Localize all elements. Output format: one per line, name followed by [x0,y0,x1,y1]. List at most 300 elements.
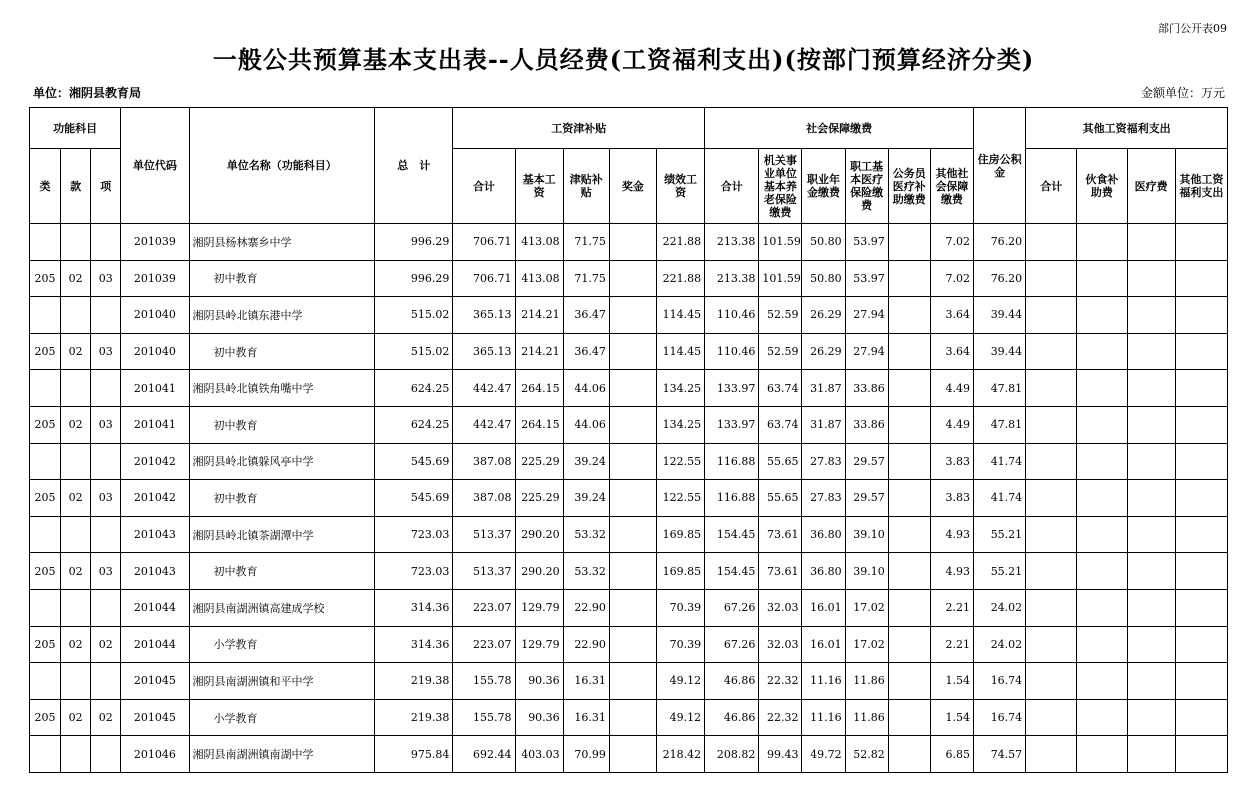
col-civil-medical: 公务员医疗补助缴费 [888,149,930,224]
page-title: 一般公共预算基本支出表--人员经费(工资福利支出)(按部门预算经济分类) [212,45,1035,74]
cell-housing: 47.81 [974,370,1026,407]
cell-social-total: 46.86 [705,699,759,736]
cell-basic-salary: 214.21 [515,297,563,334]
cell-kuan: 02 [61,480,91,517]
cell-medical: 17.02 [845,589,888,626]
cell-kuan [61,370,91,407]
cell-bonus [609,736,656,773]
cell-bonus [609,333,656,370]
cell-occupational: 11.16 [802,663,845,700]
cell-lei [30,663,61,700]
cell-allowance: 71.75 [563,260,609,297]
cell-basic-salary: 225.29 [515,443,563,480]
cell-salary-total: 155.78 [453,699,515,736]
cell-medical: 52.82 [845,736,888,773]
cell-total: 545.69 [375,443,453,480]
cell-salary-total: 365.13 [453,333,515,370]
cell-bonus [609,370,656,407]
cell-basic-salary: 90.36 [515,699,563,736]
budget-table [29,107,1228,773]
cell-unit-name: 初中教育 [189,260,375,297]
cell-total: 996.29 [375,224,453,261]
cell-medical: 39.10 [845,516,888,553]
cell-unit-code: 201040 [121,333,189,370]
cell-other-social: 4.49 [930,370,973,407]
table-row [30,480,1228,517]
cell-unit-name: 初中教育 [189,553,375,590]
cell-total: 624.25 [375,406,453,443]
cell-performance: 122.55 [656,443,704,480]
cell-pension: 22.32 [759,699,802,736]
cell-performance: 70.39 [656,626,704,663]
cell-kuan: 02 [61,626,91,663]
cell-occupational: 11.16 [802,699,845,736]
cell-xiang: 02 [91,626,121,663]
cell-occupational: 49.72 [802,736,845,773]
cell-allowance: 16.31 [563,699,609,736]
cell-housing: 76.20 [974,224,1026,261]
cell-allowance: 44.06 [563,406,609,443]
cell-bonus [609,553,656,590]
cell-lei: 205 [30,480,61,517]
cell-other-welfare [1175,370,1227,407]
cell-unit-code: 201039 [121,224,189,261]
cell-kuan [61,224,91,261]
cell-other-welfare [1175,663,1227,700]
cell-other-social: 7.02 [930,260,973,297]
amount-unit-label: 金额单位：万元 [1140,86,1225,100]
cell-unit-name: 初中教育 [189,480,375,517]
cell-lei [30,443,61,480]
cell-basic-salary: 290.20 [515,516,563,553]
cell-meal [1077,333,1127,370]
col-basic-salary: 基本工资 [515,149,563,224]
cell-other-social: 4.93 [930,553,973,590]
cell-total: 515.02 [375,297,453,334]
table-row [30,443,1228,480]
col-performance: 绩效工资 [656,149,704,224]
cell-occupational: 26.29 [802,333,845,370]
cell-lei [30,736,61,773]
cell-bonus [609,626,656,663]
table-row [30,699,1228,736]
col-unit-name: 单位名称（功能科目） [189,108,375,224]
cell-other-welfare [1175,406,1227,443]
cell-total: 545.69 [375,480,453,517]
cell-total: 314.36 [375,626,453,663]
col-group-other: 其他工资福利支出 [1026,108,1228,149]
cell-allowance: 70.99 [563,736,609,773]
cell-other-total [1026,516,1077,553]
cell-other-welfare [1175,589,1227,626]
cell-civil-medical [888,516,930,553]
cell-pension: 52.59 [759,297,802,334]
col-salary-total: 合计 [453,149,515,224]
cell-medical-fee [1127,370,1175,407]
cell-allowance: 44.06 [563,370,609,407]
cell-other-social: 2.21 [930,626,973,663]
cell-occupational: 27.83 [802,480,845,517]
cell-unit-name: 初中教育 [189,406,375,443]
cell-medical-fee [1127,553,1175,590]
cell-medical: 53.97 [845,260,888,297]
cell-medical: 53.97 [845,224,888,261]
cell-other-total [1026,333,1077,370]
cell-medical: 33.86 [845,406,888,443]
cell-bonus [609,480,656,517]
cell-civil-medical [888,553,930,590]
cell-salary-total: 387.08 [453,480,515,517]
cell-salary-total: 706.71 [453,224,515,261]
cell-kuan: 02 [61,333,91,370]
cell-lei [30,516,61,553]
cell-unit-code: 201044 [121,626,189,663]
cell-other-welfare [1175,516,1227,553]
cell-civil-medical [888,736,930,773]
cell-basic-salary: 129.79 [515,589,563,626]
cell-medical: 29.57 [845,480,888,517]
cell-social-total: 67.26 [705,626,759,663]
cell-occupational: 26.29 [802,297,845,334]
cell-medical: 27.94 [845,333,888,370]
cell-housing: 39.44 [974,333,1026,370]
cell-meal [1077,663,1127,700]
cell-social-total: 110.46 [705,333,759,370]
cell-unit-name: 湘阴县南湖洲镇高建成学校 [189,589,375,626]
cell-civil-medical [888,406,930,443]
cell-medical: 11.86 [845,663,888,700]
col-total: 总 计 [375,108,453,224]
cell-allowance: 53.32 [563,553,609,590]
col-lei: 类 [30,149,61,224]
cell-unit-code: 201039 [121,260,189,297]
cell-unit-name: 湘阴县南湖洲镇和平中学 [189,663,375,700]
cell-salary-total: 706.71 [453,260,515,297]
cell-kuan [61,589,91,626]
cell-unit-code: 201043 [121,516,189,553]
cell-kuan: 02 [61,553,91,590]
cell-basic-salary: 264.15 [515,406,563,443]
cell-housing: 55.21 [974,516,1026,553]
cell-performance: 134.25 [656,406,704,443]
cell-basic-salary: 225.29 [515,480,563,517]
cell-medical-fee [1127,699,1175,736]
cell-civil-medical [888,589,930,626]
cell-medical: 29.57 [845,443,888,480]
cell-other-welfare [1175,480,1227,517]
cell-lei [30,589,61,626]
cell-other-welfare [1175,699,1227,736]
cell-salary-total: 223.07 [453,626,515,663]
table-row [30,333,1228,370]
cell-social-total: 67.26 [705,589,759,626]
table-row [30,260,1228,297]
cell-housing: 24.02 [974,626,1026,663]
table-row [30,370,1228,407]
cell-lei: 205 [30,626,61,663]
cell-housing: 39.44 [974,297,1026,334]
cell-medical-fee [1127,224,1175,261]
cell-unit-code: 201041 [121,370,189,407]
cell-social-total: 154.45 [705,516,759,553]
cell-other-social: 4.49 [930,406,973,443]
cell-allowance: 22.90 [563,589,609,626]
cell-total: 624.25 [375,370,453,407]
cell-xiang [91,370,121,407]
cell-medical-fee [1127,260,1175,297]
cell-other-total [1026,224,1077,261]
cell-bonus [609,443,656,480]
cell-xiang: 03 [91,553,121,590]
cell-pension: 63.74 [759,370,802,407]
col-pension: 机关事业单位基本养老保险缴费 [759,149,802,224]
cell-unit-name: 小学教育 [189,699,375,736]
cell-total: 314.36 [375,589,453,626]
cell-lei: 205 [30,333,61,370]
col-occupational: 职业年金缴费 [802,149,845,224]
cell-unit-name: 湘阴县南湖洲镇南湖中学 [189,736,375,773]
cell-basic-salary: 90.36 [515,663,563,700]
cell-unit-name: 湘阴县岭北镇东港中学 [189,297,375,334]
cell-social-total: 213.38 [705,224,759,261]
cell-other-welfare [1175,626,1227,663]
col-allowance: 津贴补贴 [563,149,609,224]
cell-total: 723.03 [375,553,453,590]
table-row [30,297,1228,334]
cell-meal [1077,260,1127,297]
cell-allowance: 22.90 [563,626,609,663]
cell-meal [1077,516,1127,553]
cell-medical: 11.86 [845,699,888,736]
cell-other-total [1026,480,1077,517]
cell-xiang [91,663,121,700]
cell-performance: 114.45 [656,297,704,334]
cell-performance: 221.88 [656,260,704,297]
cell-salary-total: 155.78 [453,663,515,700]
cell-civil-medical [888,699,930,736]
cell-other-social: 3.83 [930,443,973,480]
cell-unit-code: 201041 [121,406,189,443]
cell-unit-code: 201043 [121,553,189,590]
cell-pension: 101.59 [759,224,802,261]
cell-lei: 205 [30,406,61,443]
table-row [30,589,1228,626]
cell-pension: 101.59 [759,260,802,297]
cell-performance: 169.85 [656,553,704,590]
cell-bonus [609,260,656,297]
cell-other-welfare [1175,736,1227,773]
col-unit-code: 单位代码 [121,108,189,224]
col-other-welfare: 其他工资福利支出 [1175,149,1227,224]
cell-other-social: 1.54 [930,699,973,736]
cell-bonus [609,516,656,553]
cell-medical: 33.86 [845,370,888,407]
cell-occupational: 31.87 [802,370,845,407]
cell-meal [1077,589,1127,626]
cell-unit-name: 湘阴县岭北镇茶湖潭中学 [189,516,375,553]
cell-performance: 49.12 [656,699,704,736]
cell-medical-fee [1127,480,1175,517]
cell-salary-total: 442.47 [453,370,515,407]
col-housing: 住房公积金 [974,108,1026,224]
cell-medical-fee [1127,297,1175,334]
cell-civil-medical [888,443,930,480]
cell-kuan [61,663,91,700]
cell-allowance: 36.47 [563,297,609,334]
cell-housing: 24.02 [974,589,1026,626]
cell-pension: 32.03 [759,589,802,626]
cell-bonus [609,406,656,443]
col-kuan: 款 [61,149,91,224]
cell-medical: 39.10 [845,553,888,590]
cell-other-total [1026,370,1077,407]
cell-civil-medical [888,370,930,407]
cell-housing: 16.74 [974,699,1026,736]
cell-civil-medical [888,626,930,663]
cell-performance: 114.45 [656,333,704,370]
cell-housing: 55.21 [974,553,1026,590]
cell-unit-code: 201045 [121,663,189,700]
cell-unit-name: 湘阴县岭北镇躲风亭中学 [189,443,375,480]
cell-salary-total: 387.08 [453,443,515,480]
cell-xiang [91,736,121,773]
cell-housing: 16.74 [974,663,1026,700]
cell-unit-name: 小学教育 [189,626,375,663]
cell-other-total [1026,663,1077,700]
cell-other-welfare [1175,224,1227,261]
cell-other-total [1026,736,1077,773]
cell-allowance: 16.31 [563,663,609,700]
cell-medical-fee [1127,663,1175,700]
cell-other-total [1026,626,1077,663]
cell-housing: 47.81 [974,406,1026,443]
cell-medical-fee [1127,736,1175,773]
cell-other-welfare [1175,553,1227,590]
cell-xiang [91,297,121,334]
cell-total: 975.84 [375,736,453,773]
cell-basic-salary: 214.21 [515,333,563,370]
col-xiang: 项 [91,149,121,224]
cell-lei [30,297,61,334]
cell-meal [1077,736,1127,773]
cell-salary-total: 513.37 [453,516,515,553]
cell-xiang: 03 [91,333,121,370]
cell-meal [1077,699,1127,736]
cell-allowance: 39.24 [563,443,609,480]
cell-meal [1077,406,1127,443]
cell-meal [1077,553,1127,590]
cell-lei: 205 [30,699,61,736]
cell-meal [1077,626,1127,663]
table-row [30,406,1228,443]
cell-civil-medical [888,663,930,700]
cell-medical-fee [1127,333,1175,370]
cell-unit-code: 201044 [121,589,189,626]
cell-bonus [609,699,656,736]
cell-housing: 74.57 [974,736,1026,773]
cell-salary-total: 223.07 [453,589,515,626]
cell-pension: 73.61 [759,553,802,590]
cell-other-total [1026,297,1077,334]
cell-meal [1077,297,1127,334]
cell-xiang: 03 [91,480,121,517]
cell-pension: 99.43 [759,736,802,773]
cell-performance: 49.12 [656,663,704,700]
cell-civil-medical [888,297,930,334]
cell-civil-medical [888,480,930,517]
cell-medical: 27.94 [845,297,888,334]
cell-social-total: 133.97 [705,406,759,443]
cell-other-total [1026,260,1077,297]
cell-salary-total: 692.44 [453,736,515,773]
cell-bonus [609,589,656,626]
cell-other-welfare [1175,297,1227,334]
cell-social-total: 46.86 [705,663,759,700]
cell-social-total: 110.46 [705,297,759,334]
cell-salary-total: 513.37 [453,553,515,590]
cell-total: 723.03 [375,516,453,553]
cell-medical-fee [1127,516,1175,553]
cell-pension: 73.61 [759,516,802,553]
col-group-salary: 工资津补贴 [453,108,705,149]
cell-unit-code: 201042 [121,443,189,480]
cell-meal [1077,224,1127,261]
cell-kuan [61,736,91,773]
cell-total: 219.38 [375,663,453,700]
cell-occupational: 31.87 [802,406,845,443]
cell-pension: 55.65 [759,480,802,517]
cell-kuan [61,516,91,553]
cell-pension: 63.74 [759,406,802,443]
cell-unit-name: 湘阴县岭北镇铁角嘴中学 [189,370,375,407]
cell-kuan: 02 [61,260,91,297]
cell-other-social: 2.21 [930,589,973,626]
table-row [30,736,1228,773]
cell-meal [1077,443,1127,480]
col-func-subject: 功能科目 [30,108,121,149]
cell-xiang: 03 [91,260,121,297]
cell-social-total: 133.97 [705,370,759,407]
cell-unit-code: 201046 [121,736,189,773]
cell-performance: 122.55 [656,480,704,517]
cell-other-social: 3.64 [930,297,973,334]
cell-other-social: 3.83 [930,480,973,517]
cell-other-total [1026,443,1077,480]
cell-performance: 218.42 [656,736,704,773]
col-group-social: 社会保障缴费 [705,108,974,149]
table-row [30,663,1228,700]
cell-basic-salary: 413.08 [515,260,563,297]
cell-xiang: 03 [91,406,121,443]
table-row [30,626,1228,663]
cell-pension: 22.32 [759,663,802,700]
cell-social-total: 154.45 [705,553,759,590]
cell-allowance: 36.47 [563,333,609,370]
table-number-label: 部门公开表09 [1158,22,1227,35]
cell-xiang [91,516,121,553]
cell-unit-name: 初中教育 [189,333,375,370]
cell-bonus [609,224,656,261]
cell-unit-name: 湘阴县杨林寨乡中学 [189,224,375,261]
cell-lei: 205 [30,553,61,590]
cell-social-total: 208.82 [705,736,759,773]
cell-occupational: 16.01 [802,626,845,663]
cell-xiang [91,589,121,626]
cell-unit-code: 201040 [121,297,189,334]
cell-performance: 134.25 [656,370,704,407]
cell-other-welfare [1175,443,1227,480]
cell-xiang [91,224,121,261]
